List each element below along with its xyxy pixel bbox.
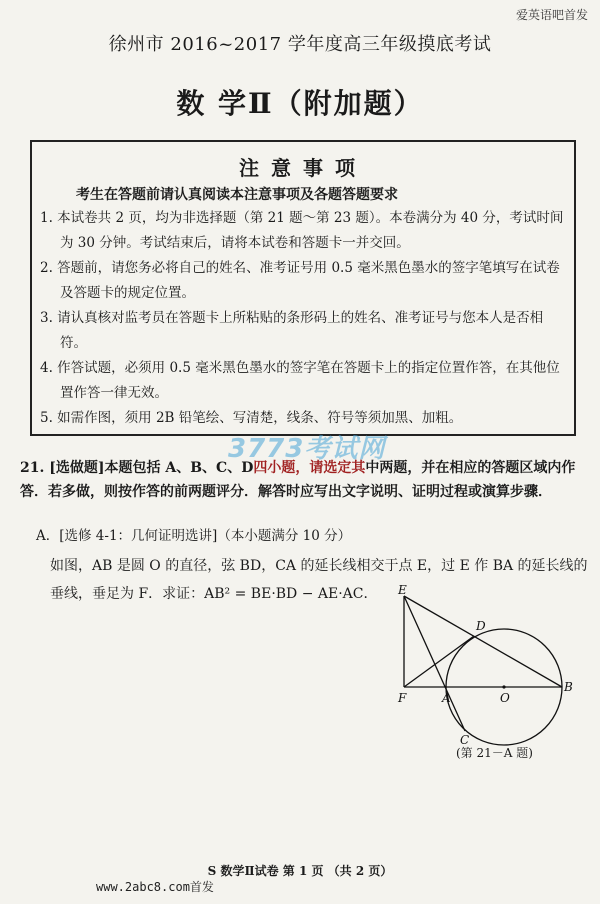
notice-item: 5. 如需作图，须用 2B 铅笔绘、写清楚，线条、符号等须加黑、加粗。 (40, 410, 463, 426)
notice-item: 2. 答题前，请您务必将自己的姓名、准考证号用 0.5 毫米黑色墨水的签字笔填写在试卷及答题卡的规定位置。 (40, 260, 560, 301)
line-fd (404, 636, 474, 687)
point-o (502, 685, 505, 688)
label-c: C (460, 733, 470, 747)
notice-box (30, 140, 576, 436)
notice-list (40, 206, 566, 431)
label-o: O (500, 691, 510, 705)
site-watermark: 3773考试网 (228, 434, 386, 464)
page-footer: S 数学Ⅱ试卷 第 1 页 （共 2 页） (207, 864, 393, 878)
label-a: A (442, 691, 451, 705)
notice-title: 注意事项 (239, 156, 367, 180)
figure-caption: (第 21－A 题) (456, 746, 533, 760)
notice-lead: 考生在答题前请认真阅读本注意事项及各题答题要求 (76, 187, 398, 203)
problem-line-1: 如图，AB 是圆 O 的直径，弦 BD，CA 的延长线相交于点 E，过 E 作 BA 的延长线的 (50, 558, 588, 574)
question-number: 21. (20, 460, 45, 476)
line-eb (404, 596, 562, 687)
geometry-figure (392, 584, 582, 762)
source-label: 爱英语吧首发 (515, 8, 588, 22)
subject-title: 数 学Ⅱ（附加题） (176, 87, 424, 120)
label-f: F (398, 691, 407, 705)
question-highlight: 四小题，请选定其 (253, 460, 366, 476)
notice-item: 1. 本试卷共 2 页，均为非选择题（第 21 题～第 23 题）。本卷满分为 40 分，考试时间为 30 分钟。考试结束后，请将本试卷和答题卡一并交回。 (40, 210, 564, 251)
notice-item: 4. 作答试题，必须用 0.5 毫米黑色墨水的签字笔在答题卡上的指定位置作答，在其他位置作答一律无效。 (40, 360, 560, 401)
subquestion-label: A．[选修 4-1：几何证明选讲]（本小题满分 10 分） (36, 528, 352, 544)
label-b: B (564, 680, 573, 694)
exam-title: 徐州市 2016~2017 学年度高三年级摸底考试 (108, 34, 492, 55)
question-21 (20, 456, 580, 504)
question-text-part1: [选做题]本题包括 A、B、C、D (49, 460, 254, 476)
notice-item: 3. 请认真核对监考员在答题卡上所粘贴的条形码上的姓名、准考证号与您本人是否相符。 (40, 310, 544, 351)
footer-site: www.2abc8.com首发 (96, 880, 214, 894)
question-text-part2: 中两题，并在相应的答题区域内作答．若多做，则按作答的前两题评分．解答时应写出文字说明、证明过程或演算步骤． (20, 460, 576, 500)
label-d: D (476, 619, 486, 633)
problem-line-2: 垂线，垂足为 F．求证：AB² = BE·BD − AE·AC． (50, 586, 378, 602)
line-ec (404, 596, 465, 731)
label-e: E (398, 584, 407, 597)
